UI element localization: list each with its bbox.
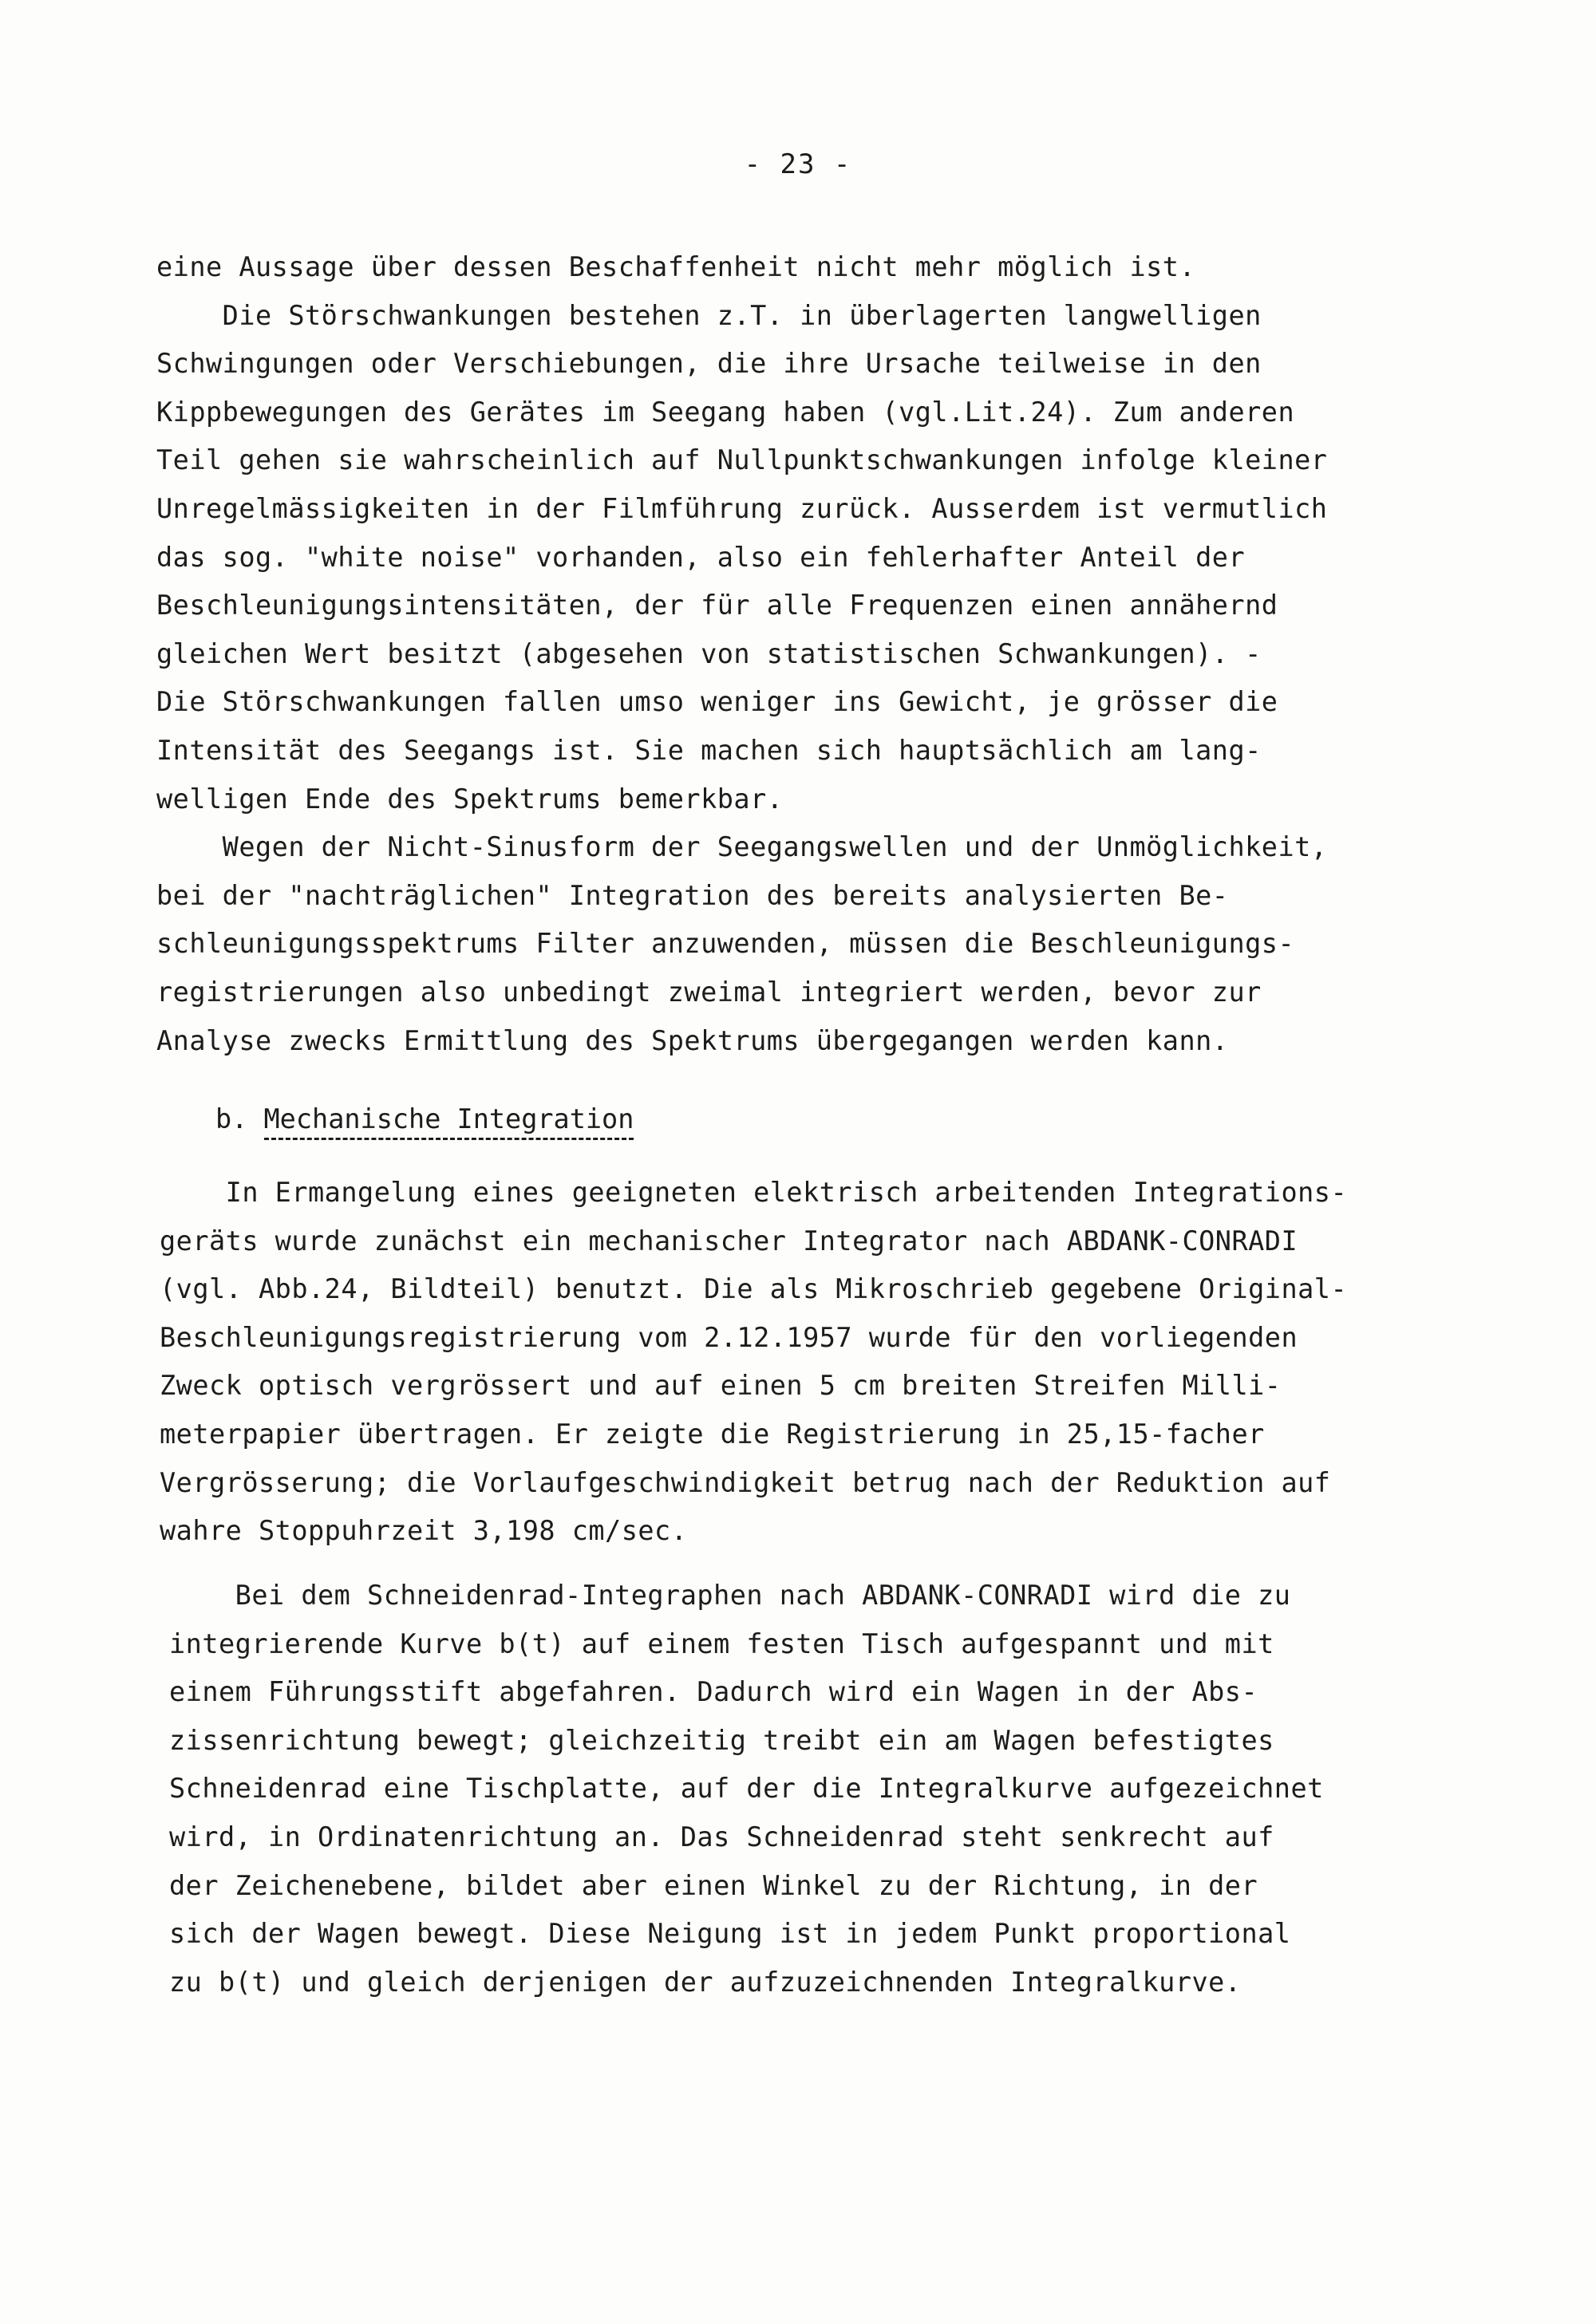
text-line: Die Störschwankungen bestehen z.T. in überlagerten langwelligen: [156, 299, 1262, 331]
text-line: eine Aussage über dessen Beschaffenheit nicht mehr möglich ist.: [156, 251, 1196, 282]
text-line: wird, in Ordinatenrichtung an. Das Schneidenrad steht senkrecht auf: [169, 1821, 1274, 1852]
section-heading: [215, 1095, 634, 1143]
text-line: registrierungen also unbedingt zweimal integriert werden, bevor zur: [156, 976, 1262, 1008]
text-line: In Ermangelung eines geeigneten elektrisch arbeitenden Integrations-: [160, 1177, 1348, 1208]
text-line: welligen Ende des Spektrums bemerkbar.: [156, 783, 784, 815]
text-line: Kippbewegungen des Gerätes im Seegang haben (vgl.Lit.24). Zum anderen: [156, 396, 1295, 428]
text-line: Die Störschwankungen fallen umso weniger ins Gewicht, je grösser die: [156, 686, 1278, 718]
paragraph-bottom: [169, 1572, 1462, 2006]
text-line: geräts wurde zunächst ein mechanischer Integrator nach ABDANK-CONRADI: [160, 1225, 1298, 1257]
text-line: Intensität des Seegangs ist. Sie machen sich hauptsächlich am lang-: [156, 734, 1262, 766]
paragraph-middle: [160, 1169, 1452, 1556]
text-line: Zweck optisch vergrössert und auf einen 5 cm breiten Streifen Milli-: [160, 1370, 1282, 1402]
text-line: Analyse zwecks Ermittlung des Spektrums übergegangen werden kann.: [156, 1024, 1229, 1056]
text-line: Unregelmässigkeiten in der Filmführung zurück. Ausserdem ist vermutlich: [156, 492, 1328, 524]
text-line: meterpapier übertragen. Er zeigte die Registrierung in 25,15-facher: [160, 1418, 1265, 1450]
text-line: integrierende Kurve b(t) auf einem festen Tisch aufgespannt und mit: [169, 1628, 1274, 1659]
text-line: Wegen der Nicht-Sinusform der Seegangswellen und der Unmöglichkeit,: [156, 831, 1328, 863]
text-line: Vergrösserung; die Vorlaufgeschwindigkeit betrug nach der Reduktion auf: [160, 1466, 1331, 1498]
text-line: gleichen Wert besitzt (abgesehen von statistischen Schwankungen). -: [156, 637, 1262, 669]
text-line: einem Führungsstift abgefahren. Dadurch wird ein Wagen in der Abs-: [169, 1676, 1258, 1708]
section-label: b.: [215, 1103, 248, 1134]
text-line: Schwingungen oder Verschiebungen, die ihre Ursache teilweise in den: [156, 348, 1262, 380]
text-line: schleunigungsspektrums Filter anzuwenden, müssen die Beschleunigungs-: [156, 928, 1295, 960]
paragraphs-top: [156, 243, 1449, 1065]
text-line: zissenrichtung bewegt; gleichzeitig treibt ein am Wagen befestigtes: [169, 1724, 1274, 1756]
section-title: Mechanische Integration: [264, 1095, 634, 1143]
text-line: (vgl. Abb.24, Bildteil) benutzt. Die als Mikroschrieb gegebene Original-: [160, 1273, 1348, 1305]
text-line: Schneidenrad eine Tischplatte, auf der die Integralkurve aufgezeichnet: [169, 1773, 1324, 1805]
text-line: wahre Stoppuhrzeit 3,198 cm/sec.: [160, 1515, 688, 1547]
text-line: Beschleunigungsregistrierung vom 2.12.1957 wurde für den vorliegenden: [160, 1321, 1298, 1353]
text-line: das sog. "white noise" vorhanden, also ein fehlerhafter Anteil der: [156, 541, 1246, 573]
text-line: der Zeichenebene, bildet aber einen Winkel zu der Richtung, in der: [169, 1869, 1258, 1901]
text-line: zu b(t) und gleich derjenigen der aufzuzeichnenden Integralkurve.: [169, 1966, 1242, 1998]
text-line: sich der Wagen bewegt. Diese Neigung ist in jedem Punkt proportional: [169, 1918, 1291, 1950]
text-line: Teil gehen sie wahrscheinlich auf Nullpunktschwankungen infolge kleiner: [156, 444, 1328, 476]
text-line: bei der "nachträglichen" Integration des bereits analysierten Be-: [156, 879, 1229, 911]
text-line: Beschleunigungsintensitäten, der für alle Frequenzen einen annähernd: [156, 590, 1278, 621]
page-number: - 23 -: [744, 148, 852, 180]
text-line: Bei dem Schneidenrad-Integraphen nach ABDANK-CONRADI wird die zu: [169, 1580, 1291, 1611]
